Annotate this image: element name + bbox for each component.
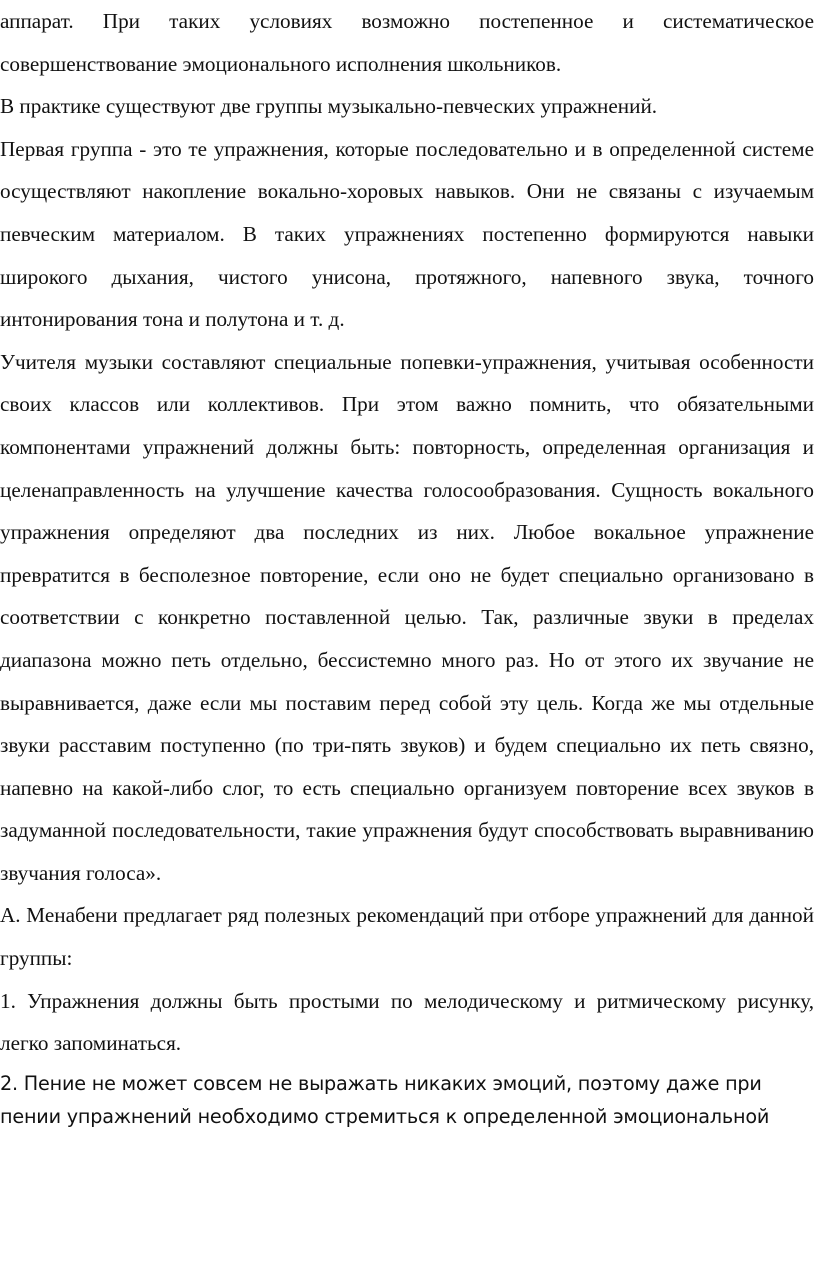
paragraph-first-group: Первая группа - это те упражнения, которые последовательно и в определенной системе осуществляют накопление вокально-хоровых навыков. Они не связаны с изучаемым певческим материалом. В таких упражнениях постепенно формируются навыки широкого дыхания, чистого унисона, протяжного, напевного звука, точного интонирования тона и полутона и т. д. <box>0 136 814 332</box>
paragraph-two-groups: В практике существуют две группы музыкально-певческих упражнений. <box>0 94 658 119</box>
paragraph-music-teachers: Учителя музыки составляют специальные попевки-упражнения, учитывая особенности своих классов или коллективов. При этом важно помнить, что обязательными компонентами упражнений должны быть: повторность, определенная организация и целенаправленность на улучшение качества голосообразования. Сущность вокального упражнения определяют два последних из них. Любое вокальное упражнение превратится в бесполезное повторение, если оно не будет специально организовано в соответствии с конкретно поставленной целью. Так, различные звуки в пределах диапазона можно петь отдельно, бессистемно много раз. Но от этого их звучание не выравнивается, даже если мы поставим перед собой эту цель. Когда же мы отдельные звуки расставим поступенно (по три-пять звуков) и будем специально их петь связно, напевно на какой-либо слог, то есть специально организуем повторение всех звуков в задуманной последовательности, такие упражнения будут способствовать выравниванию звучания голоса». <box>0 349 814 885</box>
paragraph-item-2: 2. Пение не может совсем не выражать никаких эмоций, поэтому даже при пении упражнений необходимо стремиться к определенной эмоциональной <box>0 1071 770 1128</box>
paragraph-apparatus: аппарат. При таких условиях возможно постепенное и систематическое совершенствование эмоционального исполнения школьников. <box>0 9 814 76</box>
paragraph-item-1: 1. Упражнения должны быть простыми по мелодическому и ритмическому рисунку, легко запоминаться. <box>0 988 814 1056</box>
paragraph-menabeni: А. Менабени предлагает ряд полезных рекомендаций при отборе упражнений для данной группы: <box>0 903 814 971</box>
